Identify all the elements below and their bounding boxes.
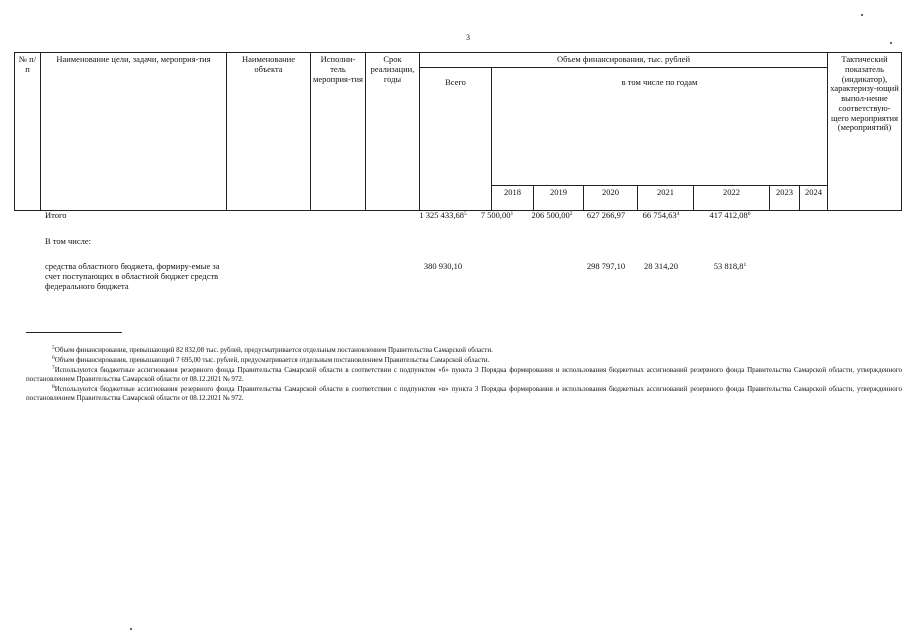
financing-table — [14, 52, 902, 211]
row-regional-name: средства областного бюджета, формиру-емые за счет поступающих в областной бюджет средств федерального бюджета — [45, 261, 220, 292]
year-2023: 2023 — [770, 185, 800, 210]
header-by-years: в том числе по годам — [492, 67, 828, 185]
scan-speck — [861, 14, 863, 16]
row-total-2022: 417 412,08$^6$ — [709, 210, 751, 220]
year-2019: 2019 — [534, 185, 584, 210]
footnote-7: $^7$Используются бюджетные ассигнования резервного фонда Правительства Самарской области в соответствии с подпунктом «б» пункта 3 Порядка формирования и использования бюджетных ассигнований резервного фонда Правительства Самарской области, утвержденного постановлением Правительства Самарской области от 08.12.2021 № 972. — [26, 365, 902, 384]
header-term: Срок реализации, годы — [366, 53, 420, 211]
header-goal: Наименование цели, задачи, мероприя-тия — [41, 53, 227, 211]
page-number: 3 — [466, 33, 470, 42]
footnote-8: $^8$Используются бюджетные ассигнования резервного фонда Правительства Самарской области в соответствии с подпунктом «в» пункта 3 Порядка формирования и использования бюджетных ассигнований резервного фонда Правительства Самарской области, утвержденного постановлением Правительства Самарской области от 08.12.2021 № 972. — [26, 384, 902, 403]
row-regional-2020: 298 797,10 — [586, 261, 626, 271]
year-2018: 2018 — [492, 185, 534, 210]
header-num: № п/п — [15, 53, 41, 211]
header-total: Всего — [420, 67, 492, 210]
year-2021: 2021 — [638, 185, 694, 210]
row-total-2018: 7 500,00$^1$ — [480, 210, 514, 220]
year-2022: 2022 — [694, 185, 770, 210]
footnote-5: $^5$Объем финансирования, превышающий 82 832,08 тыс. рублей, предусматривается отдельным постановлением Правительства Самарской области. — [52, 345, 493, 354]
scan-speck — [890, 42, 892, 44]
year-2024: 2024 — [800, 185, 828, 210]
row-total-2021: 66 754,63$^4$ — [642, 210, 680, 220]
row-total-name: Итого — [45, 210, 67, 220]
row-including-label: В том числе: — [45, 236, 91, 246]
header-financing: Объем финансирования, тыс. рублей — [420, 53, 828, 68]
header-indicator: Тактический показатель (индикатор), характеризу-ющий выпол-нение соответствую-щего мероприятия (мероприятий) — [828, 53, 902, 211]
row-total-2020: 627 266,97 — [586, 210, 626, 220]
row-total-sum: 1 325 433,68$^5$ — [419, 210, 467, 220]
footnote-separator — [26, 332, 122, 333]
row-regional-2022: 53 818,8$^1$ — [713, 261, 747, 271]
row-total-2019: 206 500,00$^2$ — [531, 210, 573, 220]
year-2020: 2020 — [584, 185, 638, 210]
footnotes — [26, 345, 902, 404]
header-object: Наименование объекта — [227, 53, 311, 211]
scan-speck — [130, 628, 132, 630]
footnote-6: $^6$Объем финансирования, превышающий 7 695,00 тыс. рублей, предусматривается отдельным постановлением Правительства Самарской области. — [52, 355, 490, 365]
header-executor: Исполни-тель мероприя-тия — [311, 53, 366, 211]
row-regional-2021: 28 314,20 — [644, 261, 678, 271]
row-regional-sum: 380 930,10 — [423, 261, 463, 271]
